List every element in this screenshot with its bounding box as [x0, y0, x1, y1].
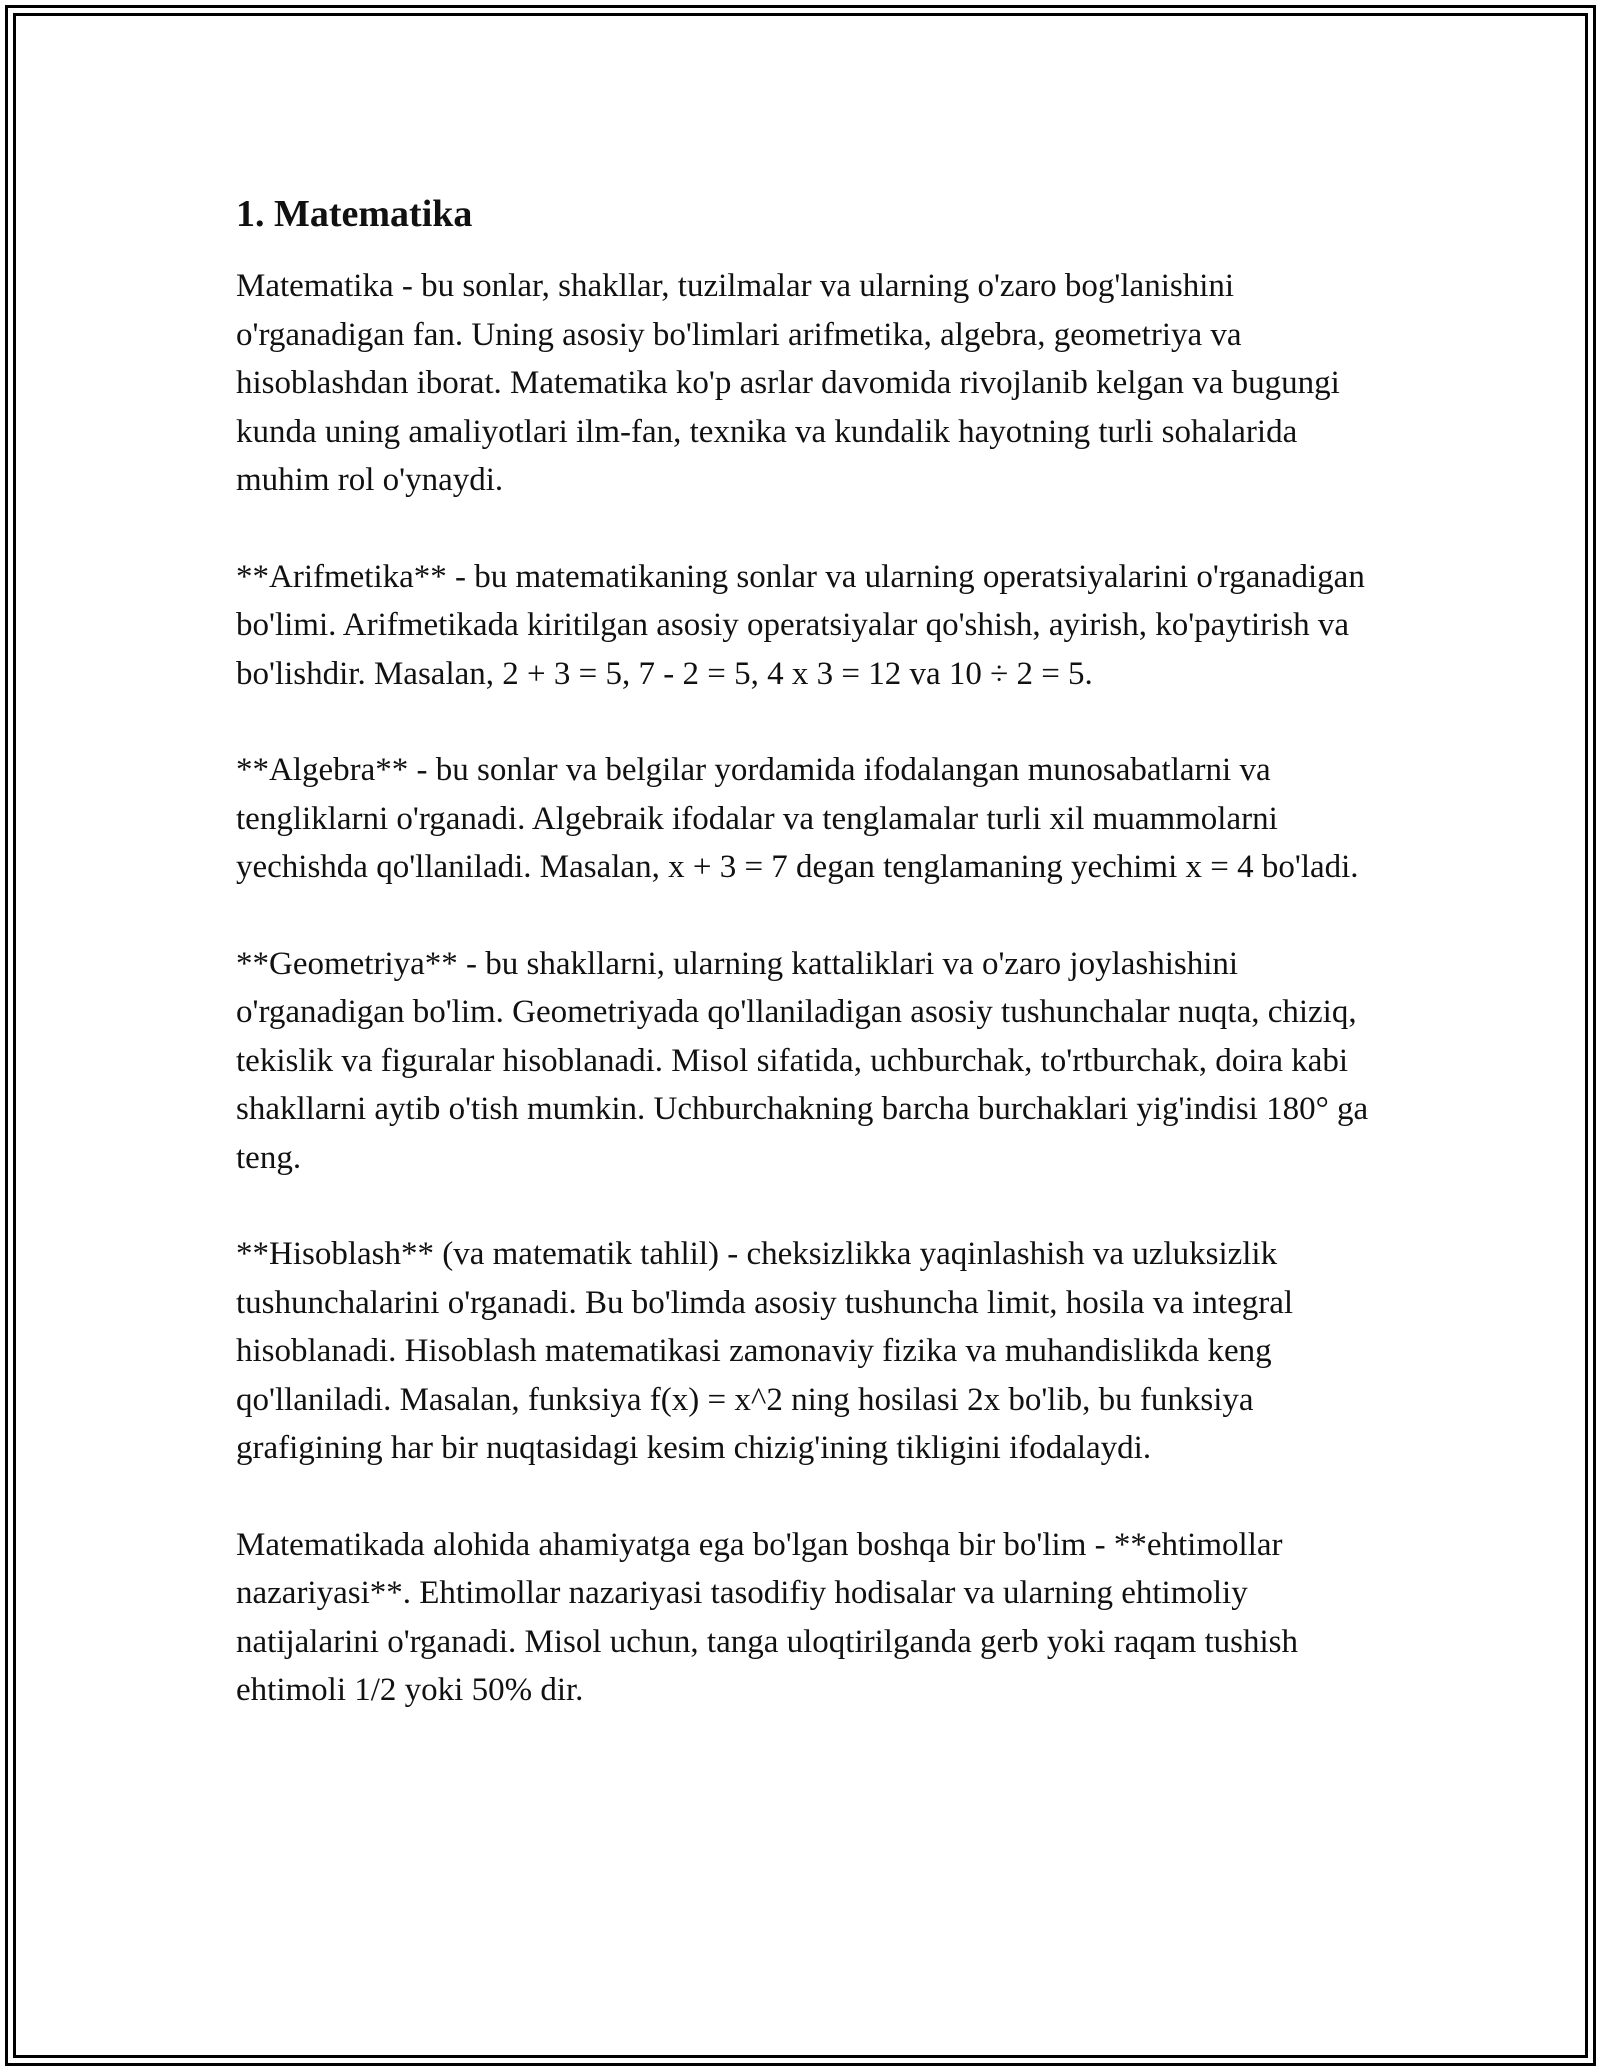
paragraph-algebra: **Algebra** - bu sonlar va belgilar yordamida ifodalangan munosabatlarni va tengliklarni o'rganadi. Algebraik ifodalar va tenglamalar turli xil muammolarni yechishda qo'llaniladi. Masalan, x + 3 = 7 degan tenglamaning yechimi x = 4 bo'ladi.: [236, 752, 1359, 885]
paragraph-geometriya: **Geometriya** - bu shakllarni, ularning kattaliklari va o'zaro joylashishini o'rganadigan bo'lim. Geometriyada qo'llaniladigan asosiy tushunchalar nuqta, chiziq, tekislik va figuralar hisoblanadi. Misol sifatida, uchburchak, to'rtburchak, doira kabi shakllarni aytib o'tish mumkin. Uchburchakning barcha burchaklari yig'indisi 180° ga teng.: [236, 945, 1369, 1176]
document-body: [236, 188, 1376, 1763]
paragraph-intro: Matematika - bu sonlar, shakllar, tuzilmalar va ularning o'zaro bog'lanishini o'rganadigan fan. Uning asosiy bo'limlari arifmetika, algebra, geometriya va hisoblashdan iborat. Matematika ko'p asrlar davomida rivojlanib kelgan va bugungi kunda uning amaliyotlari ilm-fan, texnika va kundalik hayotning turli sohalarida muhim rol o'ynaydi.: [236, 268, 1340, 498]
section-heading: 1. Matematika: [236, 193, 473, 235]
paragraph-arifmetika: **Arifmetika** - bu matematikaning sonlar va ularning operatsiyalarini o'rganadigan bo'limi. Arifmetikada kiritilgan asosiy operatsiyalar qo'shish, ayirish, ko'paytirish va bo'lishdir. Masalan, 2 + 3 = 5, 7 - 2 = 5, 4 x 3 = 12 va 10 ÷ 2 = 5.: [236, 558, 1365, 692]
paragraph-hisoblash: **Hisoblash** (va matematik tahlil) - cheksizlikka yaqinlashish va uzluksizlik tushunchalarini o'rganadi. Bu bo'limda asosiy tushuncha limit, hosila va integral hisoblanadi. Hisoblash matematikasi zamonaviy fizika va muhandislikda keng qo'llaniladi. Masalan, funksiya f(x) = x^2 ning hosilasi 2x bo'lib, bu funksiya grafigining har bir nuqtasidagi kesim chizig'ining tikligini ifodalaydi.: [236, 1236, 1294, 1466]
paragraph-ehtimollar: Matematikada alohida ahamiyatga ega bo'lgan boshqa bir bo'lim - **ehtimollar nazariyasi**. Ehtimollar nazariyasi tasodifiy hodisalar va ularning ehtimoliy natijalarini o'rganadi. Misol uchun, tanga uloqtirilganda gerb yoki raqam tushish ehtimoli 1/2 yoki 50% dir.: [236, 1526, 1299, 1708]
